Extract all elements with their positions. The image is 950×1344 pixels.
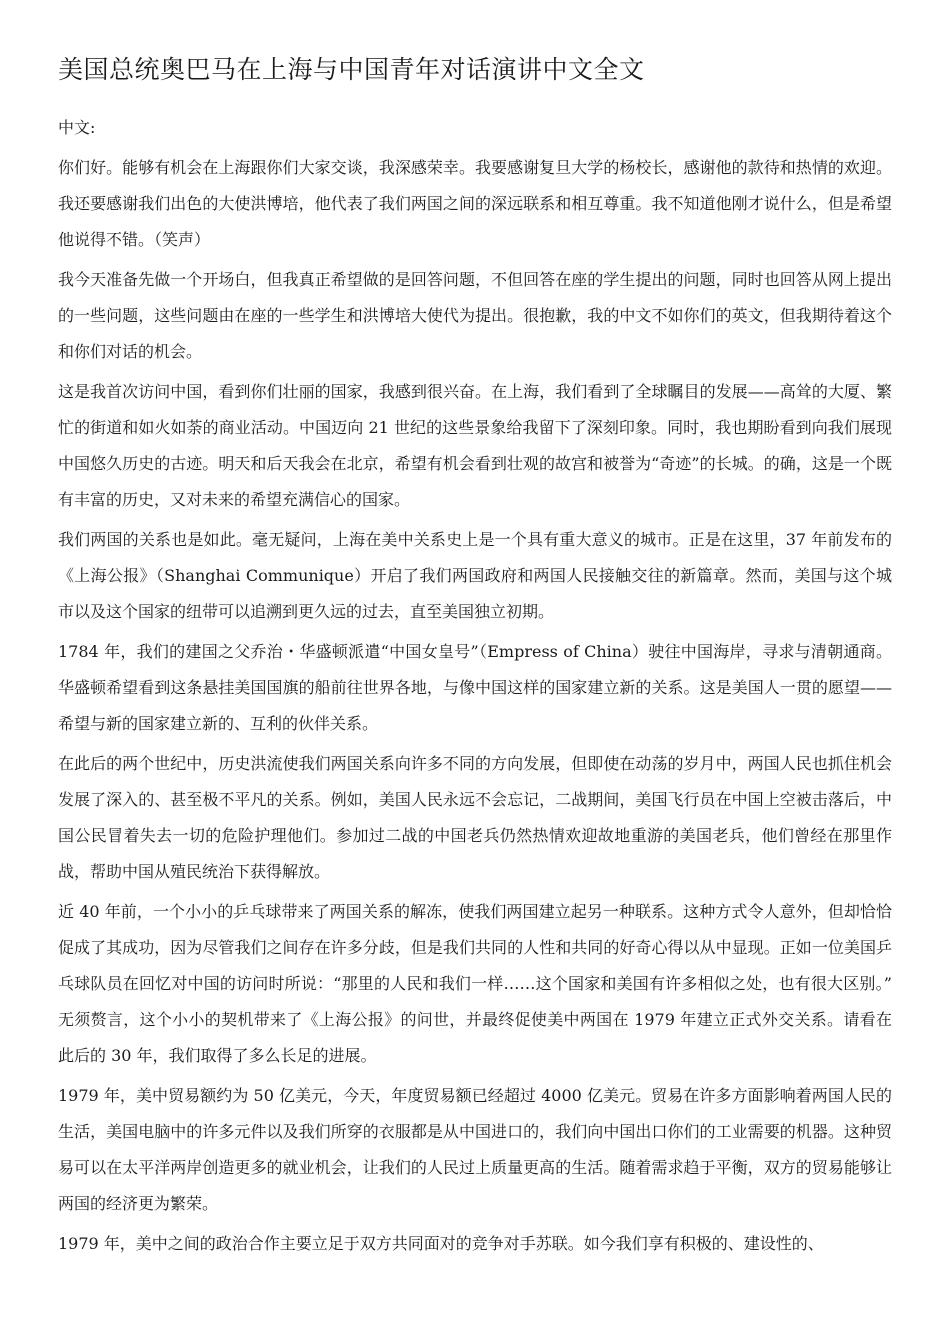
paragraph: 1979 年，美中之间的政治合作主要立足于双方共同面对的竞争对手苏联。如今我们享有积极的、建设性的、	[58, 1234, 824, 1253]
document-page	[58, 52, 892, 1266]
paragraph: 在此后的两个世纪中，历史洪流使我们两国关系向许多不同的方向发展，但即使在动荡的岁月中，两国人民也抓住机会发展了深入的、甚至极不平凡的关系。例如，美国人民永远不会忘记，二战期间，美国飞行员在中国上空被击落后，中国公民冒着失去一切的危险护理他们。参加过二战的中国老兵仍然热情欢迎故地重游的美国老兵，他们曾经在那里作战，帮助中国从殖民统治下获得解放。	[58, 754, 892, 881]
paragraph: 你们好。能够有机会在上海跟你们大家交谈，我深感荣幸。我要感谢复旦大学的杨校长，感谢他的款待和热情的欢迎。我还要感谢我们出色的大使洪博培，他代表了我们两国之间的深远联系和相互尊重。我不知道他刚才说什么，但是希望他说得不错。（笑声）	[58, 158, 892, 249]
paragraph: 我们两国的关系也是如此。毫无疑问，上海在美中关系史上是一个具有重大意义的城市。正是在这里，37 年前发布的《上海公报》（Shanghai Communique）开启了我们两国政府和两国人民接触交往的新篇章。然而，美国与这个城市以及这个国家的纽带可以追溯到更久远的过去，直至美国独立初期。	[58, 530, 892, 621]
paragraph: 1979 年，美中贸易额约为 50 亿美元，今天，年度贸易额已经超过 4000 亿美元。贸易在许多方面影响着两国人民的生活，美国电脑中的许多元件以及我们所穿的衣服都是从中国进口的，我们向中国出口你们的工业需要的机器。这种贸易可以在太平洋两岸创造更多的就业机会，让我们的人民过上质量更高的生活。随着需求趋于平衡，双方的贸易能够让两国的经济更为繁荣。	[58, 1086, 892, 1213]
paragraph: 我今天准备先做一个开场白，但我真正希望做的是回答问题，不但回答在座的学生提出的问题，同时也回答从网上提出的一些问题，这些问题由在座的一些学生和洪博培大使代为提出。很抱歉，我的中文不如你们的英文，但我期待着这个和你们对话的机会。	[58, 270, 892, 361]
paragraph: 这是我首次访问中国，看到你们壮丽的国家，我感到很兴奋。在上海，我们看到了全球瞩目的发展——高耸的大厦、繁忙的街道和如火如荼的商业活动。中国迈向 21 世纪的这些景象给我留下了深刻印象。同时，我也期盼看到向我们展现中国悠久历史的古迹。明天和后天我会在北京，希望有机会看到壮观的故宫和被誉为“奇迹”的长城。的确，这是一个既有丰富的历史，又对未来的希望充满信心的国家。	[58, 382, 892, 509]
language-label: 中文:	[58, 118, 96, 137]
paragraph: 近 40 年前，一个小小的乒乓球带来了两国关系的解冻，使我们两国建立起另一种联系。这种方式令人意外，但却恰恰促成了其成功，因为尽管我们之间存在许多分歧，但是我们共同的人性和共同的好奇心得以从中显现。正如一位美国乒乓球队员在回忆对中国的访问时所说：“那里的人民和我们一样……这个国家和美国有许多相似之处，也有很大区别。” 无须赘言，这个小小的契机带来了《上海公报》的问世，并最终促使美中两国在 1979 年建立正式外交关系。请看在此后的 30 年，我们取得了多么长足的进展。	[58, 902, 892, 1065]
document-title: 美国总统奥巴马在上海与中国青年对话演讲中文全文	[58, 55, 645, 84]
paragraph: 1784 年，我们的建国之父乔治・华盛顿派遣“中国女皇号”（Empress of China）驶往中国海岸，寻求与清朝通商。华盛顿希望看到这条悬挂美国国旗的船前往世界各地，与像中国这样的国家建立新的关系。这是美国人一贯的愿望——希望与新的国家建立新的、互利的伙伴关系。	[58, 642, 892, 733]
